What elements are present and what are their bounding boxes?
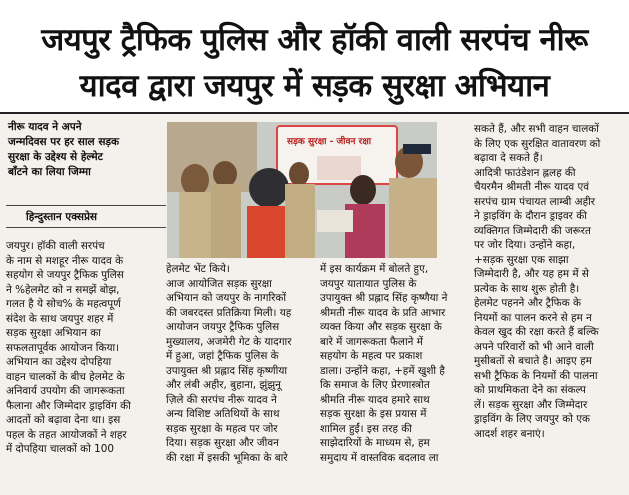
- text-line: आदित्री फाउंडेशन ह्ललह की: [474, 166, 576, 179]
- text-line: सड़क सुरक्षा के महत्व पर जोर: [166, 422, 278, 435]
- text-line: डाला। उन्होंने कहा, +हमें खुशी है: [320, 364, 445, 377]
- text-line: अन्य विशिष्ट अतिथियों के साथ: [166, 408, 280, 420]
- text-line: में हुआ, जहां ट्रैफिक पुलिस के: [166, 350, 279, 362]
- text-line: मुसीबतों से बचाते है। आइए हम: [474, 355, 592, 367]
- news-photo: [167, 122, 437, 258]
- headline-line-1: जयपुर ट्रैफिक पुलिस और हॉकी वाली सरपंच नीरू: [41, 22, 588, 58]
- deck-line: जन्मदिवस पर हर साल सड़क: [8, 136, 120, 148]
- deck-divider: [6, 205, 166, 206]
- text-line: नियमों का पालन करने से हम न: [474, 311, 592, 324]
- text-line: सभी ट्रैफिक के नियमों की पालना: [474, 369, 598, 382]
- text-line: वाहन चालकों के बीच हेलमेट के: [6, 370, 125, 383]
- text-line: बढ़ावा दे सकते हैं।: [474, 152, 543, 164]
- text-line: गलत है ये सोच% के महत्वपूर्ण: [6, 298, 121, 310]
- text-line: केवल खुद की रक्षा करते हैं बल्कि: [474, 326, 599, 338]
- subheadline-deck: [8, 120, 160, 180]
- text-line: मुख्यालय, अजमेरी गेट के यादगार: [166, 335, 292, 348]
- text-line: अभियान को जयपुर के नागरिकों: [166, 292, 287, 304]
- photo-banner-text: सड़क सुरक्षा - जीवन रक्षा: [287, 137, 372, 147]
- text-line: संदेश के साथ जयपुर शहर में: [6, 312, 114, 325]
- text-line: आदर्श शहर बनाएं।: [474, 427, 545, 440]
- text-line: समुदाय में वास्तविक बदलाव ला: [320, 451, 439, 464]
- headline-line-2: यादव द्वारा जयपुर में सड़क सुरक्षा अभियान: [79, 68, 550, 104]
- text-line: उपायुक्त श्री प्रह्लाद सिंह कृष्णैया ने: [320, 292, 448, 304]
- text-line: शामिल हुईं। इस तरह की: [320, 422, 412, 435]
- text-line: आयोजन जयपुर ट्रैफिक पुलिस: [166, 321, 280, 333]
- text-line: जयपुर। हॉकी वाली सरपंच: [6, 240, 105, 252]
- text-line: पहल के तहत आयोजकों ने शहर: [6, 428, 127, 441]
- deck-line: सुरक्षा के उद्देश्य से हेल्मेट: [8, 151, 103, 163]
- text-line: के लिए एक सुरक्षित वातावरण को: [474, 137, 601, 150]
- source-credit: हिन्दुस्तान एक्सप्रेस: [26, 211, 98, 223]
- text-line: ज़िले की सरपंच नीरू यादव ने: [166, 393, 277, 406]
- text-line: सड़क सुरक्षा अभियान का: [6, 327, 101, 339]
- text-line: अभियान का उद्देश्य दोपहिया: [6, 356, 112, 368]
- text-line: फैलाना और जिम्मेदार ड्राइविंग की: [6, 399, 131, 412]
- text-line: कि समाज के लिए प्रेरणास्त्रोत: [320, 379, 430, 391]
- text-line: जिम्मेदारी है, और यह हम में से: [474, 268, 589, 280]
- text-line: हेलमेट भेंट किये।: [166, 263, 230, 275]
- article-column-3: [320, 262, 470, 465]
- text-line: हेलमेट पहनने और ट्रैफिक के: [474, 297, 581, 309]
- text-line: सकते हैं, और सभी वाहन चालकों: [474, 123, 599, 135]
- text-line: सहयोग के महत्व पर प्रकाश: [320, 350, 423, 362]
- text-line: +सड़क सुरक्षा एक साझा: [474, 253, 569, 266]
- deck-line: बाँटने का लिया जिम्मा: [8, 166, 91, 178]
- text-line: ने ड्राइविंग के दौरान ड्राइवर की: [474, 210, 587, 222]
- text-line: अपने परिवारों को भी आने वाली: [474, 340, 594, 353]
- text-line: में दोपहिया चालकों को 100: [6, 443, 114, 455]
- text-line: सफलतापूर्वक आयोजन किया।: [6, 341, 120, 354]
- text-line: आज आयोजित सड़क सुरक्षा: [166, 277, 272, 290]
- deck-line: नीरू यादव ने अपने: [8, 121, 82, 133]
- source-divider: [6, 227, 166, 228]
- text-line: को प्राथमिकता देने का संकल्प: [474, 384, 586, 396]
- article-column-1: [6, 239, 162, 457]
- text-line: की रक्षा में इसकी भूमिका के बारे: [166, 451, 288, 464]
- text-line: में इस कार्यक्रम में बोलते हुए,: [320, 263, 429, 275]
- text-line: दिया। सड़क सुरक्षा और जीवन: [166, 437, 279, 449]
- text-line: और लंबी अहीर, बुहाना, झुंझुनू: [166, 379, 281, 391]
- text-line: लें। सड़क सुरक्षा और जिम्मेदार: [474, 398, 588, 411]
- text-line: के नाम से मशहूर नीरू यादव के: [6, 254, 124, 267]
- headline-divider: [0, 112, 629, 114]
- headline-block: [0, 0, 629, 112]
- text-line: व्यक्तिगत जिम्मेदारी की जरूरत: [474, 224, 591, 237]
- text-line: सड़क सुरक्षा के इस प्रयास में: [320, 408, 427, 420]
- text-line: की जबरदस्त प्रतिक्रिया मिली। यह: [166, 306, 292, 319]
- text-line: साझेदारियों के माध्यम से, हम: [320, 437, 430, 449]
- text-line: सहयोग से जयपुर ट्रैफिक पुलिस: [6, 269, 124, 281]
- text-line: सरपंच ग्राम पंचायत लाम्बी अहीर: [474, 195, 596, 208]
- text-line: ड्राइविंग के लिए जयपुर को एक: [474, 413, 590, 425]
- text-line: श्रीमति नीरू यादव हमारे साथ: [320, 393, 430, 406]
- text-line: उपायुक्त श्री प्रह्लाद सिंह कृष्णीया: [166, 364, 288, 377]
- text-line: व्यक्त किया और सड़क सुरक्षा के: [320, 321, 442, 333]
- text-line: बारे में जागरूकता फैलाने में: [320, 335, 423, 348]
- text-line: आदतों को बढ़ावा देना था। इस: [6, 414, 121, 426]
- text-line: पर जोर दिया। उन्होंने कहा,: [474, 239, 576, 251]
- text-line: चैयरमैन श्रीमती नीरू यादव एवं: [474, 181, 590, 193]
- article-column-2: [166, 262, 316, 465]
- text-line: प्रत्येक के साथ शुरू होती है।: [474, 282, 580, 295]
- article-column-4: [474, 122, 624, 441]
- text-line: श्रीमती नीरू यादव के प्रति आभार: [320, 306, 446, 319]
- text-line: जयपुर यातायात पुलिस के: [320, 277, 417, 290]
- text-line: अनिवार्य उपयोग की जागरूकता: [6, 385, 125, 397]
- photo-illustration: [167, 122, 437, 258]
- text-line: ने %हेलमेट को न समझें बोझ,: [6, 283, 120, 296]
